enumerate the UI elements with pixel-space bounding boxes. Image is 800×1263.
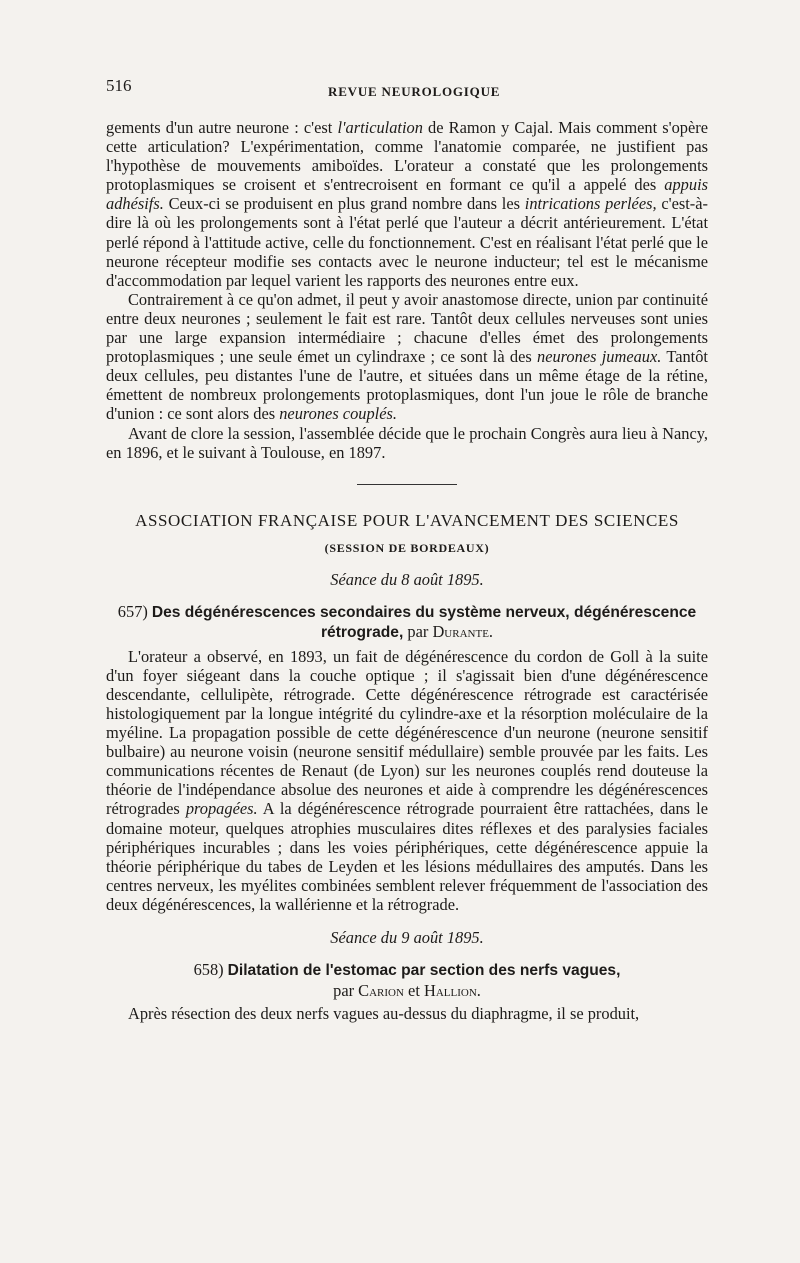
seance-heading-8-aout: Séance du 8 août 1895.: [330, 569, 484, 589]
paragraph-congres: Avant de clore la session, l'assemblée décide que le prochain Congrès aura lieu à Nancy, en 1896, et le suivant à Toulouse, en 1897.: [106, 423, 708, 462]
seance-heading-9-aout: Séance du 9 août 1895.: [330, 928, 484, 947]
article-658-heading: 658) Dilatation de l'estomac par section des nerfs vagues, par Carion et Hallion.: [193, 960, 621, 1000]
article-author: Durante.: [432, 622, 494, 642]
article-title: Des dégénérescences secondaires du système nerveux, dégénérescence rétrograde,: [151, 603, 697, 642]
article-author: Hallion.: [424, 980, 481, 1000]
paragraph-anastomose: Contrairement à ce qu'on admet, il peut y avoir anastomose directe, union par continuité entre deux neurones ; seulement le fait est rare. Tantôt deux cellules nerveuses sont unies par une large expansion intermédiaire ; chacune d'elles émet des prolongements protoplasmiques ; une seule émet un cylindraxe ; ce sont là des neurones jumeaux. Tantôt deux cellules, peu distantes l'une de l'autre, et situées dans un même étage de la rétine, émettent de nombreux prolongements protoplasmiques, dont l'un joue le rôle de branche d'union : ce sont alors des neurones couplés.: [106, 289, 708, 424]
paragraph-articulation: gements d'un autre neurone : c'est l'articulation de Ramon y Cajal. Mais comment s'opère cette articulation? L'expérimentation, comme l'anatomie comparée, ne justifient pas l'hypothèse de mouvements amiboïdes. L'orateur a constaté que les prolongements protoplasmiques se croisent et s'entrecroisent en formant ce qu'il a appelé des appuis adhésifs. Ceux-ci se produisent en plus grand nombre dans les intrications perlées, c'est-à-dire là où les prolongements sont à l'état perlé que l'auteur a décrit antérieurement. L'état perlé répond à l'attitude active, celle du fonctionnement. C'est en réalisant l'état perlé que le neurone récepteur modifie ses contacts avec le neurone inducteur; tel est le mécanisme d'accommodation par lequel varient les rapports des neurones entre eux.: [106, 118, 708, 290]
article-title: Dilatation de l'estomac par section des nerfs vagues,: [227, 962, 621, 979]
running-title: REVUE NEUROLOGIQUE: [328, 84, 501, 99]
article-author: Carion: [358, 980, 404, 1000]
section-divider: [357, 484, 457, 485]
paragraph-dilatation: Après résection des deux nerfs vagues au-dessus du diaphragme, il se produit,: [128, 1004, 640, 1023]
section-title: ASSOCIATION FRANÇAISE POUR L'AVANCEMENT DES SCIENCES: [135, 510, 679, 530]
article-number: 658): [193, 960, 224, 979]
page-header: [106, 76, 706, 102]
paragraph-degenerescence: L'orateur a observé, en 1893, un fait de dégénérescence du cordon de Goll à la suite d'un foyer siégeant dans la couche optique ; il s'agissait bien d'une dégénérescence descendante, cellulipète, rétrograde. Cette dégénérescence rétrograde est caractérisée histologiquement par la longue intégrité du cylindre-axe et la résorption moléculaire de la myéline. La propagation possible de cette dégénérescence d'un neurone (neurone sensitif bulbaire) au neurone voisin (neurone sensitif médullaire) semble prouvée par les faits. Les communications récentes de Renaut (de Lyon) sur les neurones couplés rend douteuse la théorie de l'indépendance absolue des neurones et aide à comprendre les dégénérescences rétrogrades propagées. A la dégénérescence rétrograde pourraient être rattachées, dans le domaine moteur, quelques atrophies musculaires dites réflexes et des paralysies faciales périphériques incurables ; dans les voies périphériques, cette dégénérescence appuie la théorie périphérique du tabes de Leyden et les lésions médullaires des amputés. Dans les centres nerveux, les myélites combinées semblent relever fréquemment de l'association des deux dégénérescences, la wallérienne et la rétrograde.: [106, 646, 708, 914]
article-657-heading: 657) Des dégénérescences secondaires du système nerveux, dégénérescence rétrograde, par Durante.: [117, 601, 697, 642]
article-number: 657): [117, 601, 148, 621]
page-number: 516: [106, 76, 132, 95]
section-subtitle: (SESSION DE BORDEAUX): [324, 540, 490, 555]
page-body: [106, 118, 708, 1023]
